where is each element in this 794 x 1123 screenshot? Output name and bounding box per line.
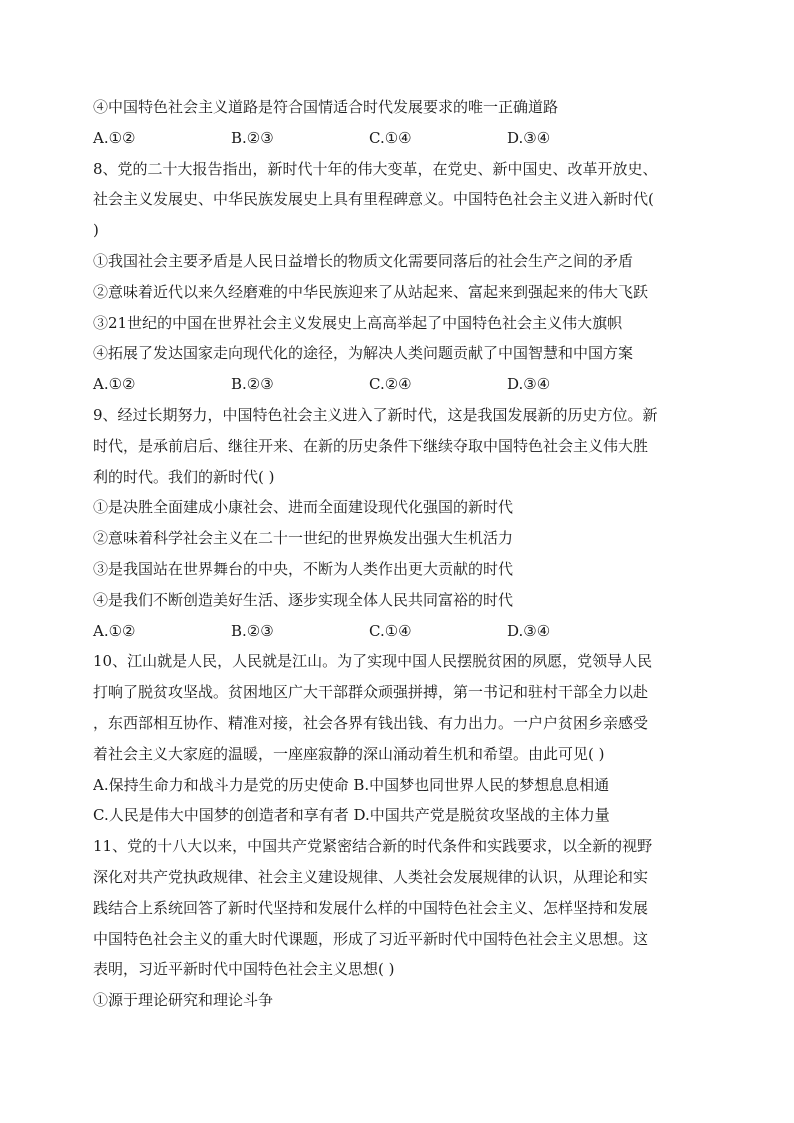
q10-options-ab: A.保持生命力和战斗力是党的历史使命 B.中国梦也同世界人民的梦想息息相通 [93,775,610,794]
q11-stem-line: 践结合上系统回答了新时代坚持和发展什么样的中国特色社会主义、怎样坚持和发展 [93,898,649,917]
q11-stem-line: 中国特色社会主义的重大时代课题，形成了习近平新时代中国特色社会主义思想。这 [93,929,649,948]
q10-stem-line: 10、江山就是人民，人民就是江山。为了实现中国人民摆脱贫困的夙愿，党领导人民 [93,652,653,671]
q9-option-a: A.①② [93,621,136,640]
q10-stem-line: 打响了脱贫攻坚战。贫困地区广大干部群众顽强拼搏，第一书记和驻村干部全力以赴 [93,683,649,702]
q10-options-cd: C.人民是伟大中国梦的创造者和享有者 D.中国共产党是脱贫攻坚战的主体力量 [93,806,610,825]
q9-statement-2: ②意味着科学社会主义在二十一世纪的世界焕发出强大生机活力 [93,529,514,548]
q10-stem-line: ，东西部相互协作、精准对接，社会各界有钱出钱、有力出力。一户户贫困乡亲感受 [93,713,649,732]
q8-statement-2: ②意味着近代以来久经磨难的中华民族迎来了从站起来、富起来到强起来的伟大飞跃 [93,282,649,301]
q11-stem-line: 11、党的十八大以来，中国共产党紧密结合新的时代条件和实践要求，以全新的视野 [93,837,653,856]
q9-option-b: B.②③ [231,621,274,640]
q8-statement-1: ①我国社会主要矛盾是人民日益增长的物质文化需要同落后的社会生产之间的矛盾 [93,251,634,270]
q11-stem-line: 深化对共产党执政规律、社会主义建设规律、人类社会发展规律的认识，从理论和实 [93,867,649,886]
q8-option-c: C.②④ [369,375,412,394]
q7-option-b: B.②③ [231,128,274,147]
q9-option-d: D.③④ [507,621,551,640]
q11-stem-line: 表明，习近平新时代中国特色社会主义思想( ) [93,960,395,979]
q9-option-c: C.①④ [369,621,412,640]
q9-stem-line: 9、经过长期努力，中国特色社会主义进入了新时代，这是我国发展新的历史方位。新 [93,405,658,424]
q8-statement-4: ④拓展了发达国家走向现代化的途径，为解决人类问题贡献了中国智慧和中国方案 [93,344,634,363]
q8-stem-line: 8、党的二十大报告指出，新时代十年的伟大变革，在党史、新中国史、改革开放史、 [93,159,658,178]
q8-option-d: D.③④ [507,375,551,394]
q8-statement-3: ③21世纪的中国在世界社会主义发展史上高高举起了中国特色社会主义伟大旗帜 [93,313,623,332]
q7-option-d: D.③④ [507,128,551,147]
q9-options [93,616,707,647]
question-content [93,92,707,1016]
q7-statement-4: ④中国特色社会主义道路是符合国情适合时代发展要求的唯一正确道路 [93,98,559,116]
q11-statement-1: ①源于理论研究和理论斗争 [93,991,274,1010]
q8-options [93,369,707,400]
q7-option-c: C.①④ [369,128,412,147]
q7-options [93,123,707,154]
q9-statement-1: ①是决胜全面建成小康社会、进而全面建设现代化强国的新时代 [93,498,514,517]
q10-stem-line: 着社会主义大家庭的温暖，一座座寂静的深山涌动着生机和希望。由此可见( ) [93,744,605,763]
q8-stem-line: ) [93,221,99,240]
q8-option-a: A.①② [93,375,136,394]
q9-stem-line: 时代，是承前启后、继往开来、在新的历史条件下继续夺取中国特色社会主义伟大胜 [93,436,649,455]
q8-stem-line: 社会主义发展史、中华民族发展史上具有里程碑意义。中国特色社会主义进入新时代( [93,190,654,209]
q8-option-b: B.②③ [231,375,274,394]
q9-statement-4: ④是我们不断创造美好生活、逐步实现全体人民共同富裕的时代 [93,590,514,609]
q9-stem-line: 利的时代。我们的新时代( ) [93,467,275,486]
q7-option-a: A.①② [93,128,136,147]
q9-statement-3: ③是我国站在世界舞台的中央，不断为人类作出更大贡献的时代 [93,559,514,578]
